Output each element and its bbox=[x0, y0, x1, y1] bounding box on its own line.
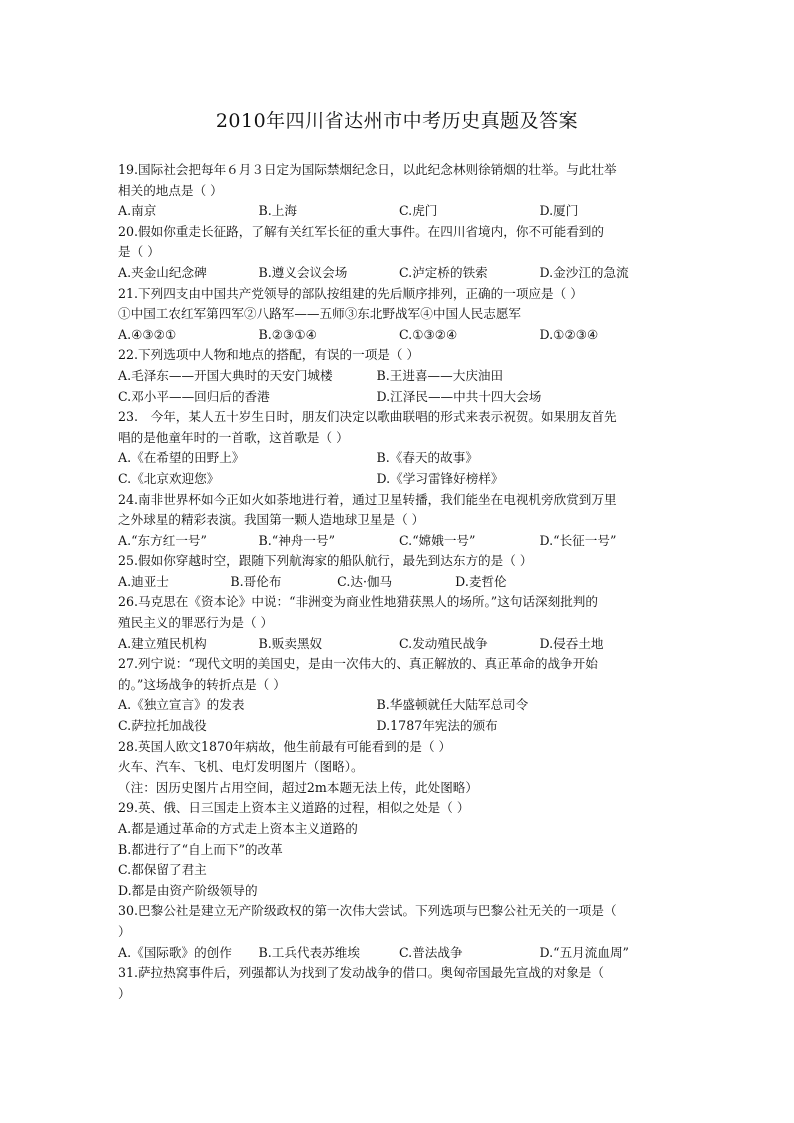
q26-option-b: B.贩卖黑奴 bbox=[258, 635, 323, 651]
q21-option-b: B.②③①④ bbox=[258, 326, 317, 342]
q20-option-b: B.遵义会议会场 bbox=[258, 264, 348, 280]
q30-option-b: B.工兵代表苏维埃 bbox=[258, 944, 360, 960]
q25-option-d: D.麦哲伦 bbox=[455, 573, 507, 589]
q24-options bbox=[118, 531, 680, 552]
question-list bbox=[118, 160, 680, 1004]
q23-stem-line-2: 唱的是他童年时的一首歌，这首歌是（ ） bbox=[118, 429, 349, 445]
q31-stem-line-2: ） bbox=[118, 985, 131, 1001]
q31-stem-line-1: 31.萨拉热窝事件后，列强都认为找到了发动战争的借口。奥匈帝国最先宣战的对象是（ bbox=[118, 965, 604, 981]
q27-stem-line-2: 的。”这场战争的转折点是（ ） bbox=[118, 676, 286, 692]
page-title: 2010年四川省达州市中考历史真题及答案 bbox=[215, 110, 579, 132]
q30-options bbox=[118, 943, 680, 964]
q29-option-c: C.都保留了君主 bbox=[118, 862, 207, 878]
q22-option-b: B.王进喜——大庆油田 bbox=[376, 367, 504, 383]
q22-options-row-1 bbox=[118, 366, 680, 387]
q19-option-b: B.上海 bbox=[258, 203, 297, 219]
q21-option-c: C.①③②④ bbox=[399, 326, 458, 342]
q26-options bbox=[118, 634, 680, 655]
q19-options bbox=[118, 201, 680, 222]
q24-stem-line-2: 之外球星的精彩表演。我国第一颗人造地球卫星是（ ） bbox=[118, 512, 425, 528]
q26-option-c: C.发动殖民战争 bbox=[399, 635, 488, 651]
q23-options-row-2 bbox=[118, 469, 680, 490]
q27-option-d: D.1787年宪法的颁布 bbox=[376, 718, 498, 734]
q29-stem-line-1: 29.英、俄、日三国走上资本主义道路的过程，相似之处是（ ） bbox=[118, 800, 470, 816]
q27-option-c: C.萨拉托加战役 bbox=[118, 718, 207, 734]
q19-stem-line-2: 相关的地点是（ ） bbox=[118, 182, 223, 198]
q28-note: （注：因历史图片占用空间，超过2m本题无法上传，此处图略） bbox=[118, 779, 478, 795]
q23-stem-line-1: 23. 今年，某人五十岁生日时，朋友们决定以歌曲联唱的形式来表示祝贺。如果朋友首先 bbox=[118, 409, 617, 425]
q20-option-c: C.泸定桥的铁索 bbox=[399, 264, 488, 280]
q25-option-c: C.达·伽马 bbox=[337, 573, 393, 589]
q21-options bbox=[118, 325, 680, 346]
q20-option-d: D.金沙江的急流 bbox=[539, 264, 629, 280]
q25-options bbox=[118, 572, 680, 593]
q21-stem-line-1: 21.下列四支由中国共产党领导的部队按组建的先后顺序排列，正确的一项应是（ ） bbox=[118, 285, 583, 301]
q26-option-d: D.侵吞土地 bbox=[539, 635, 604, 651]
q19-option-c: C.虎门 bbox=[399, 203, 438, 219]
q27-stem-line-1: 27.列宁说：“现代文明的美国史，是由一次伟大的、真正解放的、真正革命的战争开始 bbox=[118, 656, 598, 672]
q24-option-a: A.“东方红一号” bbox=[118, 532, 207, 548]
q21-option-d: D.①②③④ bbox=[539, 326, 599, 342]
q30-stem-line-1: 30.巴黎公社是建立无产阶级政权的第一次伟大尝试。下列选项与巴黎公社无关的一项是（ bbox=[118, 903, 617, 919]
q25-stem-line-1: 25.假如你穿越时空，跟随下列航海家的船队航行，最先到达东方的是（ ） bbox=[118, 553, 533, 569]
q27-options-row-2 bbox=[118, 716, 680, 737]
q28-stem-line-1: 28.英国人欧文1870年病故，他生前最有可能看到的是（ ） bbox=[118, 738, 452, 754]
q22-stem-line-1: 22.下列选项中人物和地点的搭配，有误的一项是（ ） bbox=[118, 347, 420, 363]
q24-option-d: D.“长征一号” bbox=[539, 532, 617, 548]
q23-option-c: C.《北京欢迎您》 bbox=[118, 470, 220, 486]
q28-stem-line-2: 火车、汽车、飞机、电灯发明图片（图略）。 bbox=[118, 759, 364, 775]
q27-options-row-1 bbox=[118, 695, 680, 716]
q30-option-d: D.“五月流血周” bbox=[539, 944, 629, 960]
q19-stem-line-1: 19.国际社会把每年６月３日定为国际禁烟纪念日，以此纪念林则徐销烟的壮举。与此壮举 bbox=[118, 162, 617, 177]
q20-stem-line-2: 是（ ） bbox=[118, 244, 160, 260]
q22-option-a: A.毛泽东——开国大典时的天安门城楼 bbox=[118, 367, 333, 383]
q24-option-b: B.“神舟一号” bbox=[258, 532, 336, 548]
q24-option-c: C.“嫦娥一号” bbox=[399, 532, 476, 548]
q30-option-a: A.《国际歌》的创作 bbox=[118, 944, 232, 960]
q26-stem-line-2: 殖民主义的罪恶行为是（ ） bbox=[118, 615, 274, 631]
q26-option-a: A.建立殖民机构 bbox=[118, 635, 207, 651]
q21-option-a: A.④③②① bbox=[118, 326, 177, 342]
q21-stem-line-2: ①中国工农红军第四军②八路军——五师③东北野战军④中国人民志愿军 bbox=[118, 306, 521, 322]
q23-option-d: D.《学习雷锋好榜样》 bbox=[376, 470, 504, 486]
q19-option-a: A.南京 bbox=[118, 203, 157, 219]
q22-option-c: C.邓小平——回归后的香港 bbox=[118, 388, 270, 404]
q20-options bbox=[118, 263, 680, 284]
q25-option-b: B.哥伦布 bbox=[230, 573, 282, 589]
q30-stem-line-2: ） bbox=[118, 923, 131, 939]
q22-option-d: D.江泽民——中共十四大会场 bbox=[376, 388, 542, 404]
q27-option-b: B.华盛顿就任大陆军总司令 bbox=[376, 697, 529, 713]
q20-option-a: A.夹金山纪念碑 bbox=[118, 264, 207, 280]
q23-options-row-1 bbox=[118, 448, 680, 469]
q23-option-a: A.《在希望的田野上》 bbox=[118, 450, 245, 466]
q29-option-a: A.都是通过革命的方式走上资本主义道路的 bbox=[118, 821, 358, 836]
q29-option-b: B.都进行了“自上而下”的改革 bbox=[118, 841, 283, 857]
q19-option-d: D.厦门 bbox=[539, 203, 579, 219]
q25-option-a: A.迪亚士 bbox=[118, 573, 169, 589]
q26-stem-line-1: 26.马克思在《资本论》中说：“非洲变为商业性地猎获黑人的场所。”这句话深刻批判的 bbox=[118, 594, 598, 610]
q24-stem-line-1: 24.南非世界杯如今正如火如荼地进行着，通过卫星转播，我们能坐在电视机旁欣赏到万里 bbox=[118, 491, 617, 507]
q30-option-c: C.普法战争 bbox=[399, 944, 463, 960]
q23-option-b: B.《春天的故事》 bbox=[376, 450, 478, 466]
q27-option-a: A.《独立宣言》的发表 bbox=[118, 697, 245, 713]
q22-options-row-2 bbox=[118, 387, 680, 408]
q29-option-d: D.都是由资产阶级领导的 bbox=[118, 882, 258, 898]
q20-stem-line-1: 20.假如你重走长征路，了解有关红军长征的重大事件。在四川省境内，你不可能看到的 bbox=[118, 223, 604, 239]
